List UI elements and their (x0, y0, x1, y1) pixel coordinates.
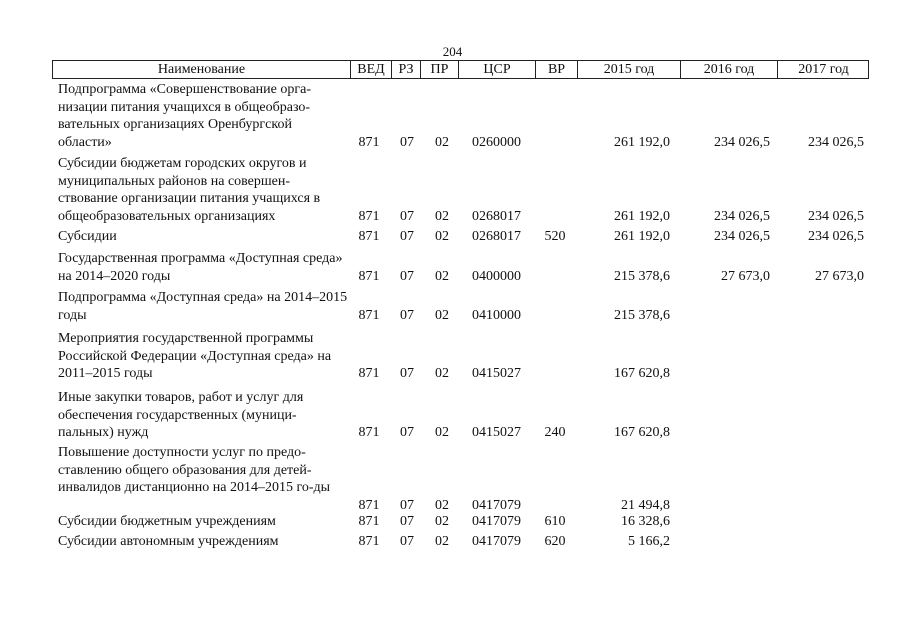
cell-y2016: 234 026,5 (714, 229, 770, 244)
cell-vr: 240 (544, 425, 566, 440)
cell-y2015: 5 166,2 (628, 534, 670, 549)
cell-y2017: 234 026,5 (808, 208, 864, 224)
header-2015: 2015 год (577, 61, 680, 78)
cell-y2015: 261 192,0 (614, 229, 670, 244)
cell-ved: 871 (358, 425, 380, 440)
cell-rz: 07 (400, 208, 414, 224)
cell-csr: 0260000 (472, 134, 521, 150)
cell-y2017: 234 026,5 (808, 229, 864, 244)
cell-rz: 07 (400, 134, 414, 150)
cell-pr: 02 (435, 229, 449, 244)
cell-pr: 02 (435, 208, 449, 224)
cell-ved: 871 (358, 497, 380, 513)
table-row (0, 228, 905, 246)
cell-y2015: 21 494,8 (621, 497, 670, 513)
row-name: Подпрограмма «Совершенствование орга-низации питания учащихся в общеобразо-вательных организациях Оренбургской области» (58, 82, 311, 150)
cell-pr: 02 (435, 425, 449, 440)
cell-ved: 871 (358, 307, 380, 323)
cell-vr: 520 (544, 229, 566, 244)
row-name: Иные закупки товаров, работ и услуг для обеспечения государственных (муници-пальных) нужд (58, 390, 304, 440)
cell-pr: 02 (435, 514, 449, 529)
row-name: Подпрограмма «Доступная среда» на 2014–2015 годы (58, 290, 348, 323)
cell-ved: 871 (358, 134, 380, 150)
cell-csr: 0400000 (472, 268, 521, 284)
table-row (0, 533, 905, 551)
cell-csr: 0268017 (472, 229, 521, 244)
row-name: Повышение доступности услуг по предо-ставлению общего образования для детей-инвалидов дистанционно на 2014–2015 го-ды (58, 445, 331, 495)
header-csr: ЦСР (458, 61, 535, 78)
cell-pr: 02 (435, 534, 449, 549)
cell-y2016: 234 026,5 (714, 134, 770, 150)
table-row (0, 444, 905, 514)
cell-y2015: 261 192,0 (614, 208, 670, 224)
cell-rz: 07 (400, 514, 414, 529)
header-2016: 2016 год (680, 61, 777, 78)
cell-csr: 0417079 (472, 497, 521, 513)
header-rz: РЗ (391, 61, 420, 78)
cell-csr: 0417079 (472, 534, 521, 549)
cell-y2017: 27 673,0 (815, 268, 864, 284)
header-2017: 2017 год (777, 61, 869, 78)
row-name: Субсидии бюджетам городских округов и муниципальных районов на совершен-ствование организации питания учащихся в общеобразовательных организациях (58, 156, 321, 224)
cell-y2015: 261 192,0 (614, 134, 670, 150)
cell-csr: 0415027 (472, 366, 521, 381)
cell-ved: 871 (358, 208, 380, 224)
page-number: 204 (442, 44, 463, 59)
cell-rz: 07 (400, 425, 414, 440)
cell-vr: 610 (544, 514, 566, 529)
cell-pr: 02 (435, 134, 449, 150)
cell-csr: 0410000 (472, 307, 521, 323)
cell-rz: 07 (400, 229, 414, 244)
cell-ved: 871 (358, 514, 380, 529)
table-row (0, 155, 905, 225)
header-vr: ВР (535, 61, 577, 78)
cell-csr: 0417079 (472, 514, 521, 529)
cell-ved: 871 (358, 534, 380, 549)
header-pr: ПР (420, 61, 458, 78)
cell-y2016: 27 673,0 (721, 268, 770, 284)
cell-csr: 0268017 (472, 208, 521, 224)
row-name: Государственная программа «Доступная среда» на 2014–2020 годы (58, 251, 343, 284)
cell-y2016: 234 026,5 (714, 208, 770, 224)
cell-pr: 02 (435, 268, 449, 284)
row-name: Субсидии (58, 229, 117, 244)
cell-rz: 07 (400, 534, 414, 549)
header-ved: ВЕД (350, 61, 391, 78)
cell-rz: 07 (400, 268, 414, 284)
table-row (0, 389, 905, 442)
cell-y2015: 167 620,8 (614, 425, 670, 440)
table-row (0, 81, 905, 151)
cell-pr: 02 (435, 497, 449, 513)
table-row (0, 513, 905, 531)
cell-ved: 871 (358, 229, 380, 244)
cell-rz: 07 (400, 497, 414, 513)
cell-y2015: 167 620,8 (614, 366, 670, 381)
table-row (0, 250, 905, 285)
cell-rz: 07 (400, 307, 414, 323)
cell-pr: 02 (435, 307, 449, 323)
cell-y2015: 215 378,6 (614, 268, 670, 284)
cell-pr: 02 (435, 366, 449, 381)
cell-ved: 871 (358, 268, 380, 284)
cell-y2015: 16 328,6 (621, 514, 670, 529)
table-row (0, 330, 905, 383)
row-name: Субсидии бюджетным учреждениям (58, 514, 276, 529)
cell-y2015: 215 378,6 (614, 307, 670, 323)
cell-vr: 620 (544, 534, 566, 549)
row-name: Мероприятия государственной программы Российской Федерации «Доступная среда» на 2011–2015 годы (58, 331, 332, 381)
cell-csr: 0415027 (472, 425, 521, 440)
cell-rz: 07 (400, 366, 414, 381)
table-header (52, 60, 869, 79)
header-name: Наименование (157, 62, 246, 77)
cell-y2017: 234 026,5 (808, 134, 864, 150)
table-row (0, 289, 905, 324)
cell-ved: 871 (358, 366, 380, 381)
row-name: Субсидии автономным учреждениям (58, 534, 279, 549)
